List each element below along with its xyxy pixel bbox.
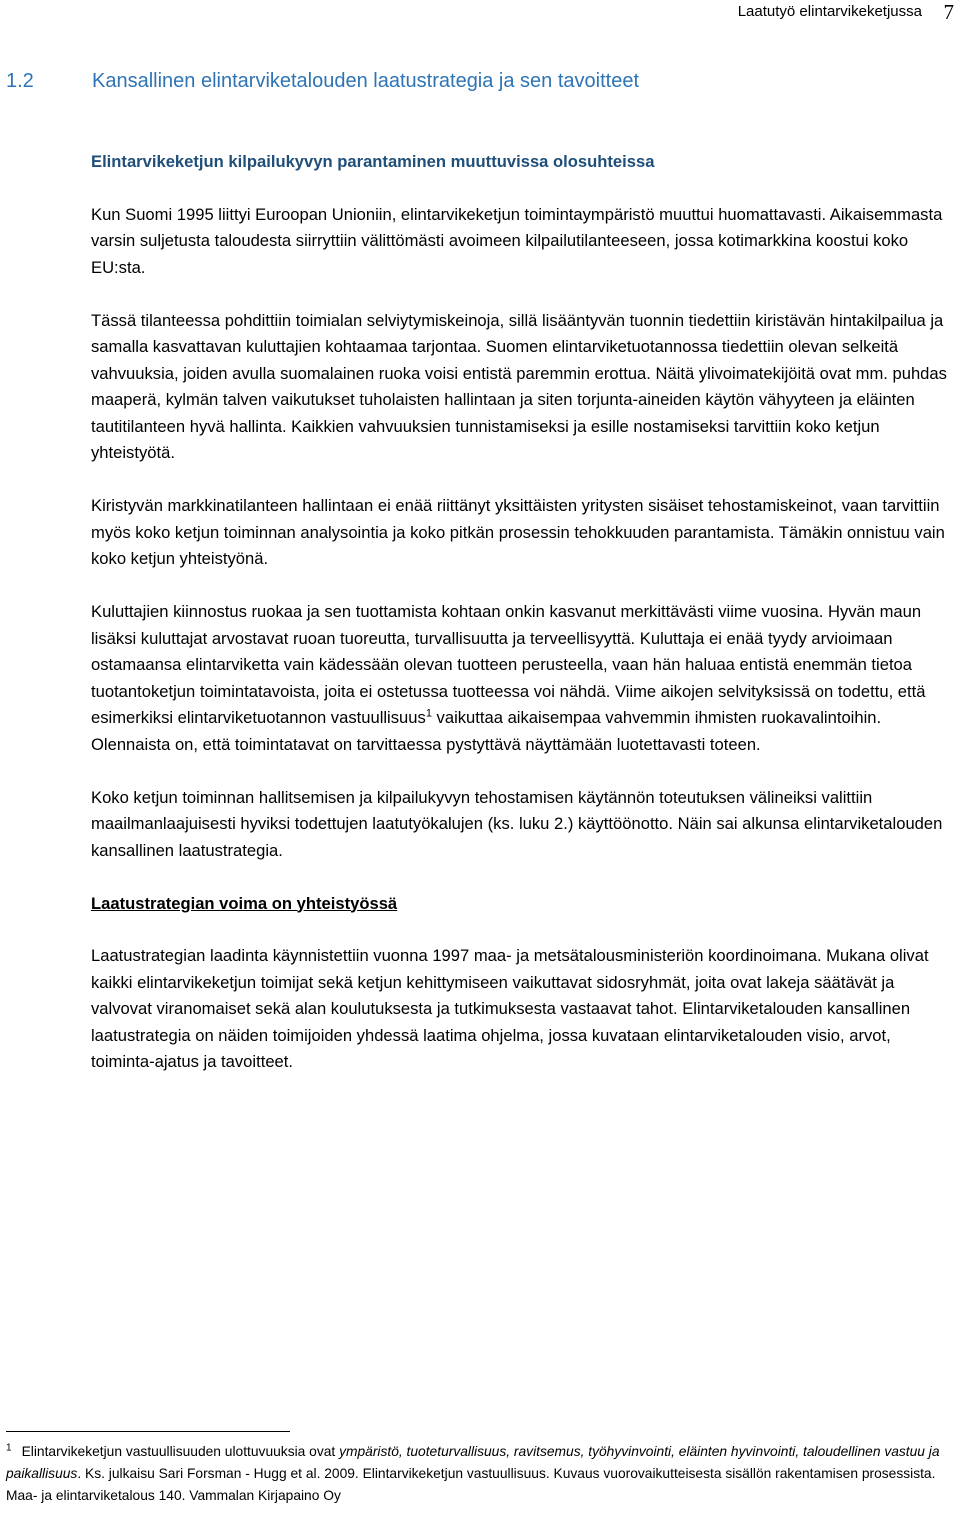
footnote-reference[interactable]: 1 — [425, 707, 432, 720]
footnote-marker: 1 — [6, 1442, 12, 1454]
footnote — [6, 1441, 954, 1507]
page-number: 7 — [943, 0, 954, 24]
consumer-text-part-1: Kuluttajien kiinnostus ruokaa ja sen tuottamista kohtaan onkin kasvanut merkittävästi viime vuosina. Hyvän maun lisäksi kuluttajat arvostavat ruoan tuoreutta, turvallisuutta ja terveellisyyttä. Kuluttaja ei enää tyydy arvioimaan ostamaansa elintarviketta vain kädessään olevan tuotteen perusteella, vaan hän haluaa entistä enemmän tietoa tuotantoketjun toimintatavoista, joita ei ostetussa tuotteessa voi nähdä. Viime aikojen selvityksissä on todettu, että esimerkiksi elintarviketuotannon vastuullisuus — [91, 602, 926, 727]
section-number: 1.2 — [6, 70, 34, 92]
subheading-cooperation: Laatustrategian voima on yhteistyössä — [91, 893, 398, 913]
page-header — [0, 0, 960, 30]
paragraph-eu-membership: Kun Suomi 1995 liittyi Euroopan Unioniin, elintarvikeketjun toimintaympäristö muuttui huomattavasti. Aikaisemmasta varsin suljetusta taloudesta siirryttiin välittömästi avoimeen kilpailutilanteeseen, jossa kotimarkkina koostui koko EU:sta. — [91, 204, 943, 277]
running-title: Laatutyö elintarvikeketjussa — [737, 3, 922, 20]
paragraph-consumer-interest — [91, 599, 953, 758]
consumer-text-part-2: vaikuttaa aikaisempaa vahvemmin ihmisten ruokavalintoihin. Olennaista on, että toimintatavat on tarvittaessa pystyttävä näyttämään luotettavasti toteen. — [91, 708, 882, 754]
body-content — [91, 149, 953, 1102]
section-title: Kansallinen elintarviketalouden laatustrategia ja sen tavoitteet — [92, 70, 640, 92]
footnote-text-italic: ympäristö, tuoteturvallisuus, ravitsemus, työhyvinvointi, eläinten hyvinvointi, taloudellinen vastuu ja paikallisuus — [6, 1444, 940, 1481]
paragraph-quality-tools: Koko ketjun toiminnan hallitsemisen ja kilpailukyvyn tehostamisen käytännön toteutuksen välineiksi valittiin maailmanlaajuisesti hyviksi todettujen laatutyökalujen (ks. luku 2.) käyttöönotto. Näin sai alkunsa elintarviketalouden kansallinen laatustrategia. — [91, 787, 943, 860]
paragraph-market-control: Kiristyvän markkinatilanteen hallintaan ei enää riittänyt yksittäisten yritysten sisäiset tehostamiskeinot, vaan tarvittiin myös koko ketjun toiminnan analysointia ja koko pitkän prosessin tehokkuuden parantamista. Tämäkin onnistuu vain koko ketjun yhteistyönä. — [91, 496, 945, 568]
footnote-text-plain: Elintarvikeketjun vastuullisuuden ulottuvuuksia ovat — [21, 1444, 340, 1459]
paragraph-strategy: Laatustrategian laadinta käynnistettiin vuonna 1997 maa- ja metsätalousministeriön koordinoimana. Mukana olivat kaikki elintarvikeketjun toimijat sekä ketjun kehittymiseen vaikuttavat sidosryhmät, joita ovat lakeja säätävät ja valvovat viranomaiset sekä alan koulutuksesta ja tutkimuksesta vastaavat tahot. Elintarviketalouden kansallinen laatustrategia on näiden toimijoiden yhdessä laatima ohjelma, jossa kuvataan elintarviketalouden visio, arvot, toiminta-ajatus ja tavoitteet. — [91, 946, 929, 1071]
footnote-text-rest: . Ks. julkaisu Sari Forsman - Hugg et al. 2009. Elintarvikeketjun vastuullisuus. Kuvaus vuorovaikutteisesta sisällön rakentamisen prosessista. Maa- ja elintarviketalous 140. Vammalan Kirjapaino Oy — [6, 1466, 936, 1503]
footnote-separator — [6, 1431, 290, 1432]
paragraph-survival-means: Tässä tilanteessa pohdittiin toimialan selviytymiskeinoja, sillä lisääntyvän tuonnin tiedettiin kiristävän hintakilpailua ja samalla kasvattavan kuluttajien kohtaamaa tarjontaa. Suomen elintarviketuotannossa tiedettiin olevan selkeitä vahvuuksia, joiden avulla suomalainen ruoka voisi entistä paremmin erottua. Näitä ylivoimatekijöitä ovat mm. puhdas maaperä, kylmän talven vaikutukset tuholaisten hallintaan ja siten torjunta-aineiden käytön vähyyteen ja eläinten tautitilanteen hyvä hallinta. Kaikkien vahvuuksien tunnistamiseksi ja esille nostamiseksi tarvittiin koko ketjun yhteistyötä. — [91, 310, 947, 462]
section-heading — [6, 70, 639, 93]
subheading-competitiveness: Elintarvikeketjun kilpailukyvyn parantaminen muuttuvissa olosuhteissa — [91, 152, 655, 171]
